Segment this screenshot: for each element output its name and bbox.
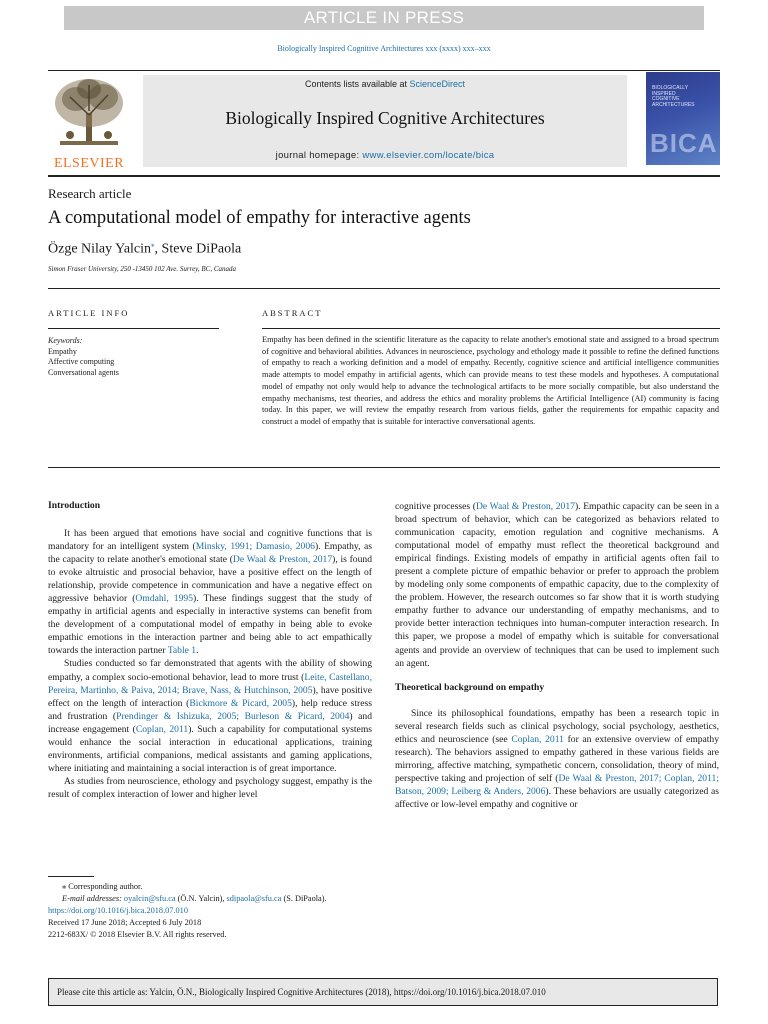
paragraph — [395, 707, 719, 811]
text-run: ), help reduce stress and frustration ( — [48, 697, 372, 722]
cover-bica-wordmark: BICA — [650, 128, 718, 158]
paragraph — [395, 500, 719, 670]
elsevier-logo[interactable] — [48, 75, 130, 171]
journal-homepage-line — [143, 150, 627, 161]
body-column-left — [48, 527, 372, 801]
elsevier-wordmark: ELSEVIER — [53, 156, 125, 171]
text-run: It has been argued that emotions have social and cognitive functions that is mandatory for an intelligent system ( — [48, 528, 372, 553]
text-run: Studies conducted so far demonstrated that agents with the ability of showing empathy, a complex socio-emotional behavior, lead to more trust ( — [48, 658, 372, 683]
text-run: ). These findings suggest that the study of empathy in artificial agents and especially in interactive systems can benefit from the development of a computational model of empathy in being able to evoke empathic emotions in the interaction partner and being able to act empathically towards the interaction partner — [48, 593, 372, 657]
citation-link[interactable]: Prendinger & Ishizuka, 2005; Burleson & Picard, 2004 — [116, 710, 350, 722]
received-accepted-dates: Received 17 June 2018; Accepted 6 July 2018 — [48, 918, 202, 927]
citation-link[interactable]: De Waal & Preston, 2017 — [475, 501, 575, 512]
email-label: E-mail addresses: — [62, 894, 124, 903]
article-info-underline — [48, 328, 219, 329]
keywords-label: Keywords: — [48, 336, 83, 345]
masthead-rule — [48, 175, 720, 177]
table-reference-link[interactable]: Table 1 — [167, 645, 197, 657]
text-run: Since its philosophical foundations, empathy has been a research topic in several research fields such as clinical psychology, social psychology, aesthetics, ethics and neuroscience (see — [395, 707, 719, 745]
text-run: ). These behaviors are usually categorized as affective or low-level empathy and cognitive or — [395, 785, 719, 810]
paragraph — [48, 527, 372, 657]
email-owner: (Ö.N. Yalcin), — [175, 894, 227, 903]
corresponding-author-mark[interactable]: ⁎ — [151, 241, 155, 249]
article-type: Research article — [48, 186, 132, 201]
top-rule — [48, 70, 720, 71]
author-name[interactable]: Özge Nilay Yalcin — [48, 241, 152, 257]
journal-masthead — [143, 75, 627, 167]
journal-homepage-link[interactable]: www.elsevier.com/locate/bica — [362, 150, 495, 161]
citation-link[interactable]: Omdahl, 1995 — [135, 593, 193, 605]
footnote-rule — [48, 876, 94, 877]
article-in-press-banner: ARTICLE IN PRESS — [64, 6, 704, 30]
journal-reference-link[interactable]: Biologically Inspired Cognitive Architectures xxx (xxxx) xxx–xxx — [277, 44, 491, 53]
contents-prefix: Contents lists available at — [304, 79, 410, 89]
homepage-label: journal homepage: — [275, 150, 363, 161]
email-owner: (S. DiPaola). — [281, 894, 327, 903]
keyword: Empathy — [48, 346, 77, 356]
contents-available-line — [143, 79, 627, 89]
journal-cover-image[interactable] — [646, 72, 720, 165]
sciencedirect-link[interactable]: ScienceDirect — [409, 79, 466, 89]
text-run: ) and increase engagement ( — [48, 710, 373, 735]
doi-link[interactable]: https://doi.org/10.1016/j.bica.2018.07.010 — [48, 906, 188, 915]
cite-this-article-box: Please cite this article as: Yalcin, Ö.N., Biologically Inspired Cognitive Architectures (2018), https://doi.org/10.1016/j.bica.2018.07.010 — [48, 978, 718, 1006]
journal-title: Biologically Inspired Cognitive Architectures — [225, 108, 545, 128]
text-run: ). Such a capability for computational systems would enhance the social interaction in educational applications, training environments, artificial companions, medical assistants and gaming applications, where initiating and maintaining a social interaction is of great importance. — [48, 723, 373, 774]
citation-link[interactable]: Bickmore & Picard, 2005 — [189, 697, 292, 709]
text-run: ). Empathic capacity can be seen in a broad spectrum of behavior, which can be categorized as behaviors related to communication capacity, emotion regulation and cognitive mechanisms. A computational model of empathy must reflect the theoretical background and empirical findings. Existing models of empathy in artificial agents often fail to present a complete picture of empathic behavior or prefer to approach the problem by modeling only some components of empathic capacity, due to the complexity of the problem. However, the research outcomes so far show that it is worth studying empathy further to advance our understanding of empathy mechanisms, and to provide better interaction techniques into human-computer interaction research. In this paper, we propose a model of empathy which is suitable for conversational agents and provide an overview of techniques that can be used to implement such an agent. — [395, 501, 719, 669]
keyword: Affective computing — [48, 357, 115, 366]
citation-link[interactable]: Leite, Castellano, Pereira, Martinho, & Paiva, 2014; Brave, Nass, & Hutchinson, 2005 — [48, 671, 373, 696]
cover-title-text: BIOLOGICALLY INSPIRED COGNITIVE ARCHITECTURES — [652, 85, 695, 108]
article-info-heading: ARTICLE INFO — [48, 308, 130, 318]
author-separator: , — [154, 241, 162, 257]
text-run: ). Empathy, as the capacity to relate another's emotional state ( — [48, 541, 372, 566]
text-run: ), is found to evoke altruistic and prosocial behavior, have a positive effect on the length of relationship, provide competence in communication and have a negative effect on aggressive behavior ( — [48, 554, 372, 605]
keywords-block — [48, 336, 119, 378]
citation-link[interactable]: De Waal & Preston, 2017 — [232, 554, 333, 566]
paragraph — [48, 657, 372, 774]
author-affiliation: Simon Fraser University, 250 -13450 102 Ave. Surrey, BC, Canada — [48, 265, 237, 273]
email-link[interactable]: oyalcin@sfu.ca — [123, 894, 176, 903]
author-name[interactable]: Steve DiPaola — [161, 241, 242, 257]
theoretical-background-heading: Theoretical background on empathy — [395, 681, 545, 693]
introduction-heading: Introduction — [48, 500, 101, 511]
text-run: ), have positive effect on the length of interaction ( — [48, 684, 372, 709]
text-run: . — [196, 645, 199, 657]
article-title: A computational model of empathy for interactive agents — [48, 208, 471, 228]
text-run: for an extensive overview of empathy research). The behaviors assigned to empathy gathered in these various fields are mirroring, affective matching, sympathetic concern, consolidation, theory of mind, perspective taking and projection of self ( — [395, 733, 720, 784]
abstract-bottom-rule — [48, 467, 720, 468]
paragraph: As studies from neuroscience, ethology and psychology suggest, empathy is the result of complex interaction of lower and higher level — [48, 775, 372, 800]
elsevier-tree-icon — [48, 75, 130, 151]
copyright-line: 2212-683X/ © 2018 Elsevier B.V. All rights reserved. — [48, 930, 227, 939]
author-list — [48, 241, 241, 258]
email-link[interactable]: sdipaola@sfu.ca — [226, 894, 282, 903]
abstract-text: Empathy has been defined in the scientific literature as the capacity to relate another's emotional state and assigned to a broad spectrum of cognitive and behavioral abilities. Advances in neuroscience, psychology and ethology made it possible to refine the defined functions of empathy to reach a working definition and a model of empathy. Recently, cognitive science and artificial intelligence communities made attempts to model empathy in artificial agents, which can provide means to test these models and hypotheses. A computational model of empathy not only would help to advance the technological artifacts to be more socially compatible, but also understand the empathy mechanisms, test theories, and address the ethics and morality problems the Artificial Intelligence (AI) community is facing today. In this paper, we will review the empathy research from various fields, gather the requirements for empathic capacity and construct a model of empathy that is suitable for interactive conversational agents. — [262, 335, 719, 426]
citation-link[interactable]: Coplan, 2011 — [135, 723, 189, 735]
keyword: Conversational agents — [48, 367, 119, 377]
body-column-right — [395, 500, 719, 811]
abstract-heading: ABSTRACT — [262, 308, 323, 318]
citation-link[interactable]: De Waal & Preston, 2017; Coplan, 2011; Batson, 2009; Leiberg & Anders, 2006 — [395, 772, 719, 797]
email-addresses — [48, 893, 327, 905]
citation-link[interactable]: Minsky, 1991; Damasio, 2006 — [195, 541, 315, 553]
citation-link[interactable]: Coplan, 2011 — [511, 733, 564, 745]
text-run: cognitive processes ( — [395, 501, 476, 512]
corresponding-author-note: ⁎ Corresponding author. — [62, 882, 143, 891]
footnotes — [48, 881, 327, 941]
article-info-rule — [48, 288, 720, 289]
abstract-underline — [262, 328, 720, 329]
